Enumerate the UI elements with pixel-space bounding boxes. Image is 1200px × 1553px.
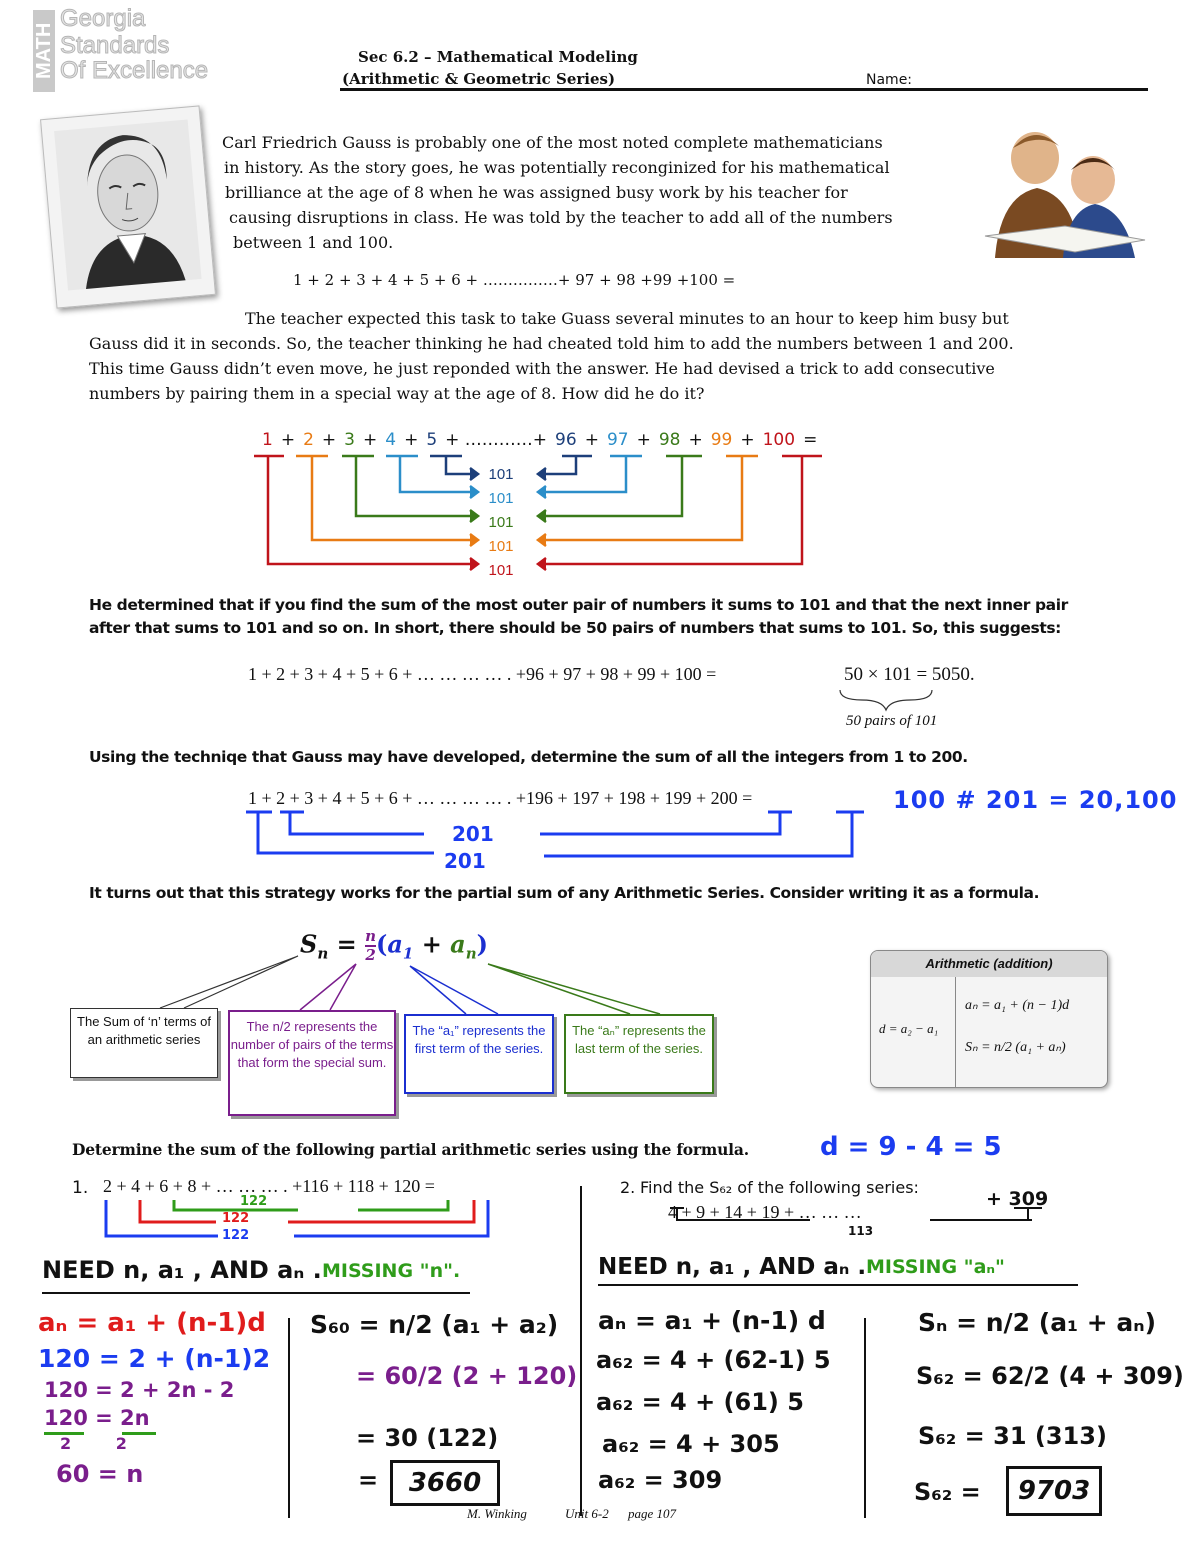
page-title: Sec 6.2 – Mathematical Modeling bbox=[358, 48, 638, 66]
left-s-simplify: = 30 (122) bbox=[356, 1424, 499, 1452]
left-simplify-line: 120 = 2n bbox=[44, 1406, 150, 1430]
pair-201-outer: 201 bbox=[444, 849, 486, 873]
callout-half: The n/2 represents the number of pairs of the terms that form the special sum. bbox=[228, 1010, 396, 1116]
formula-a1: a bbox=[387, 929, 403, 959]
pairing-term: 5 bbox=[426, 430, 438, 450]
right-final-answer: 9703 bbox=[1006, 1466, 1102, 1516]
right-s-sub: S₆₂ = 62/2 (4 + 309) bbox=[916, 1362, 1184, 1390]
pair-sums bbox=[485, 463, 517, 583]
left-an-formula: aₙ = a₁ + (n-1)d bbox=[38, 1308, 266, 1338]
left-need: NEED n, a₁ , AND aₙ . bbox=[42, 1256, 322, 1284]
name-label: Name: bbox=[866, 72, 913, 88]
annotation-d: d = 9 - 4 = 5 bbox=[820, 1132, 1002, 1162]
footer-author: M. Winking bbox=[467, 1506, 527, 1521]
story-line-1: The teacher expected this task to take Guass several minutes to an hour to keep him busy but bbox=[245, 309, 1009, 328]
explanation-line-2: after that sums to 101 and so on. In short, there should be 50 pairs of numbers that sums to 101. So, this suggests: bbox=[89, 619, 1061, 637]
teacher-student-icon bbox=[975, 118, 1155, 258]
problem-2-label: 2. bbox=[620, 1178, 636, 1197]
pairing-operator: + …………+ bbox=[445, 430, 548, 450]
math-logo-vertical: MATH bbox=[33, 10, 55, 92]
right-an-result: a₆₂ = 309 bbox=[598, 1466, 723, 1494]
left-final-answer: 3660 bbox=[390, 1460, 500, 1506]
exercise-prompt: Determine the sum of the following partial arithmetic series using the formula. bbox=[72, 1140, 749, 1159]
logo-line-georgia: Georgia bbox=[60, 5, 146, 32]
reference-sn: Sₙ = n/2 (a₁ + aₙ) bbox=[965, 1040, 1066, 1055]
formula-intro: It turns out that this strategy works for the partial sum of any Arithmetic Series. Consider writing it as a formula. bbox=[89, 884, 1040, 902]
formula-equals: = bbox=[336, 929, 357, 959]
right-mult-line: a₆₂ = 4 + (61) 5 bbox=[596, 1388, 804, 1416]
result-equation-lhs: 1 + 2 + 3 + 4 + 5 + 6 + … … … … . +96 + 97 + 98 + 99 + 100 = bbox=[248, 664, 717, 684]
pairs-note: 50 pairs of 101 bbox=[846, 713, 938, 729]
footer-unit: Unit 6-2 bbox=[565, 1506, 609, 1521]
pair-201-inner: 201 bbox=[452, 822, 494, 846]
eq-200-pair-brackets bbox=[244, 808, 864, 868]
pair-sum-blue: 101 bbox=[488, 490, 514, 507]
question-1-to-200: Using the techniqe that Gauss may have developed, determine the sum of all the integers from 1 to 200. bbox=[89, 748, 968, 766]
pairing-operator: + bbox=[584, 430, 599, 450]
header-rule bbox=[340, 88, 1148, 91]
reference-divider bbox=[955, 977, 956, 1087]
problem-2-title: Find the S₆₂ of the following series: bbox=[640, 1178, 919, 1197]
pairing-operator: + bbox=[740, 430, 755, 450]
bracket-122-blue: 122 bbox=[222, 1228, 250, 1243]
problem-2-last-term: + 309 bbox=[986, 1188, 1049, 1210]
right-need-underline bbox=[598, 1284, 1078, 1286]
left-n-result: 60 = n bbox=[56, 1460, 144, 1488]
pair-sum-green: 101 bbox=[488, 514, 514, 531]
right-sub-line: a₆₂ = 4 + (62-1) 5 bbox=[596, 1346, 831, 1374]
callout-sum: The Sum of ‘n’ terms of an arithmetic series bbox=[70, 1008, 218, 1078]
left-need-underline bbox=[42, 1292, 470, 1294]
reference-d: d = a₂ − a₁ bbox=[879, 1021, 939, 1036]
reference-an: aₙ = a₁ + (n − 1)d bbox=[965, 998, 1070, 1013]
pairing-term: 98 bbox=[658, 430, 681, 450]
reference-title: Arithmetic (addition) bbox=[871, 951, 1107, 977]
formula-frac-num: n bbox=[365, 927, 376, 945]
formula-plus: + bbox=[421, 929, 442, 959]
pairing-arrows bbox=[250, 450, 850, 580]
pairing-operator: = bbox=[803, 430, 818, 450]
problem-2-bracket-note: 113 bbox=[848, 1224, 874, 1238]
right-s-formula: Sₙ = n/2 (a₁ + aₙ) bbox=[918, 1308, 1157, 1337]
pair-sum-navy: 101 bbox=[488, 466, 514, 483]
eq-200-lhs: 1 + 2 + 3 + 4 + 5 + 6 + … … … … . +196 + 197 + 198 + 199 + 200 = bbox=[248, 788, 753, 808]
intro-line-1: Carl Friedrich Gauss is probably one of the most noted complete mathematicians bbox=[222, 133, 883, 152]
pairing-series bbox=[262, 430, 825, 450]
footer-page: page 107 bbox=[628, 1506, 677, 1521]
intro-line-2: in history. As the story goes, he was potentially reconginized for his mathematical bbox=[224, 158, 890, 177]
page-subtitle: (Arithmetic & Geometric Series) bbox=[342, 70, 616, 88]
right-add-line: a₆₂ = 4 + 305 bbox=[602, 1430, 780, 1458]
intro-line-3: brilliance at the age of 8 when he was assigned busy work by his teacher for bbox=[225, 183, 848, 202]
brace-50-pairs bbox=[836, 688, 936, 712]
formula-frac-den: 2 bbox=[365, 946, 376, 964]
pairing-term: 100 bbox=[762, 430, 796, 450]
story-line-2: Gauss did it in seconds. So, the teacher thinking he had cheated told him to add the numbers between 1 and 200. bbox=[89, 334, 1014, 353]
bracket-122-red: 122 bbox=[222, 1211, 250, 1226]
right-an-formula: aₙ = a₁ + (n-1) d bbox=[598, 1306, 826, 1335]
left-frac-bar-2 bbox=[122, 1432, 156, 1435]
pairing-term: 1 bbox=[262, 430, 273, 450]
problem-2-series: 4 + 9 + 14 + 19 + … … … bbox=[668, 1202, 862, 1222]
logo-line-excellence: Of Excellence bbox=[60, 57, 209, 84]
left-divisors: 2 2 bbox=[60, 1434, 127, 1453]
pairing-term: 3 bbox=[344, 430, 355, 450]
eq-200-answer: 100 # 201 = 20,100 bbox=[893, 786, 1178, 814]
story-line-3: This time Gauss didn’t even move, he just reponded with the answer. He had devised a trick to add consecutive bbox=[89, 359, 995, 378]
explanation-line-1: He determined that if you find the sum of the most outer pair of numbers it sums to 101 and that the next inner pair bbox=[89, 596, 1068, 614]
left-work-divider bbox=[288, 1318, 290, 1518]
left-expand-line: 120 = 2 + 2n - 2 bbox=[44, 1378, 235, 1402]
pair-sum-orange: 101 bbox=[488, 538, 514, 555]
pairing-operator: + bbox=[688, 430, 703, 450]
gauss-portrait-icon bbox=[41, 106, 215, 307]
arithmetic-reference-box bbox=[870, 950, 1108, 1088]
right-missing: MISSING "aₙ" bbox=[866, 1256, 1005, 1278]
bracket-122-green: 122 bbox=[240, 1194, 268, 1209]
left-sub-line: 120 = 2 + (n-1)2 bbox=[38, 1344, 271, 1373]
result-equation-rhs: 50 × 101 = 5050. bbox=[844, 664, 975, 685]
left-s-sub: = 60/2 (2 + 120) bbox=[356, 1362, 578, 1390]
pairing-operator: + bbox=[404, 430, 419, 450]
callout-last: The “aₙ” represents the last term of the series. bbox=[564, 1014, 714, 1094]
formula-a1-sub: 1 bbox=[402, 944, 414, 963]
intro-line-4: causing disruptions in class. He was told by the teacher to add all of the numbers bbox=[229, 208, 893, 227]
right-s-simplify: S₆₂ = 31 (313) bbox=[918, 1422, 1107, 1450]
pairing-operator: + bbox=[362, 430, 378, 450]
callout-first: The “a₁” represents the first term of the series. bbox=[404, 1014, 554, 1094]
problem-1-series: 2 + 4 + 6 + 8 + … … … . +116 + 118 + 120 = bbox=[103, 1176, 435, 1196]
pairing-term: 99 bbox=[710, 430, 733, 450]
intro-line-5: between 1 and 100. bbox=[233, 233, 394, 252]
pairing-operator: + bbox=[636, 430, 651, 450]
formula-s-sub: n bbox=[317, 944, 329, 963]
pairing-term: 96 bbox=[555, 430, 577, 450]
gauss-portrait bbox=[40, 105, 216, 308]
teacher-student-image bbox=[975, 118, 1155, 258]
right-s-equals: S₆₂ = bbox=[914, 1478, 981, 1506]
left-missing: MISSING "n". bbox=[322, 1260, 461, 1282]
problem-1-brackets bbox=[98, 1196, 498, 1244]
formula-an-sub: n bbox=[465, 944, 477, 963]
pairing-term: 4 bbox=[385, 430, 397, 450]
pair-sum-red: 101 bbox=[488, 562, 514, 579]
left-s-equals: = bbox=[358, 1466, 379, 1494]
right-need: NEED n, a₁ , AND aₙ . bbox=[598, 1254, 867, 1280]
sum-formula: $S_n$ = $\frac{n}{2}$ $(a_1 + a_n)$ bbox=[300, 927, 488, 964]
left-s-formula: S₆₀ = n/2 (a₁ + a₂) bbox=[310, 1310, 559, 1339]
story-line-4: numbers by pairing them in a special way at the age of 8. How did he do it? bbox=[89, 384, 705, 403]
pairing-operator: + bbox=[321, 430, 337, 450]
sum-1-to-100: 1 + 2 + 3 + 4 + 5 + 6 + ……………+ 97 + 98 +99 +100 = bbox=[293, 271, 736, 289]
formula-an: a bbox=[450, 929, 466, 959]
pairing-term: 2 bbox=[303, 430, 314, 450]
problem-1-label: 1. bbox=[72, 1178, 89, 1198]
formula-s: S bbox=[300, 929, 318, 959]
pairing-operator: + bbox=[280, 430, 296, 450]
right-work-divider bbox=[864, 1318, 866, 1518]
logo-line-standards: Standards bbox=[60, 32, 170, 59]
exercise-column-divider bbox=[580, 1186, 582, 1516]
pairing-term: 97 bbox=[606, 430, 629, 450]
